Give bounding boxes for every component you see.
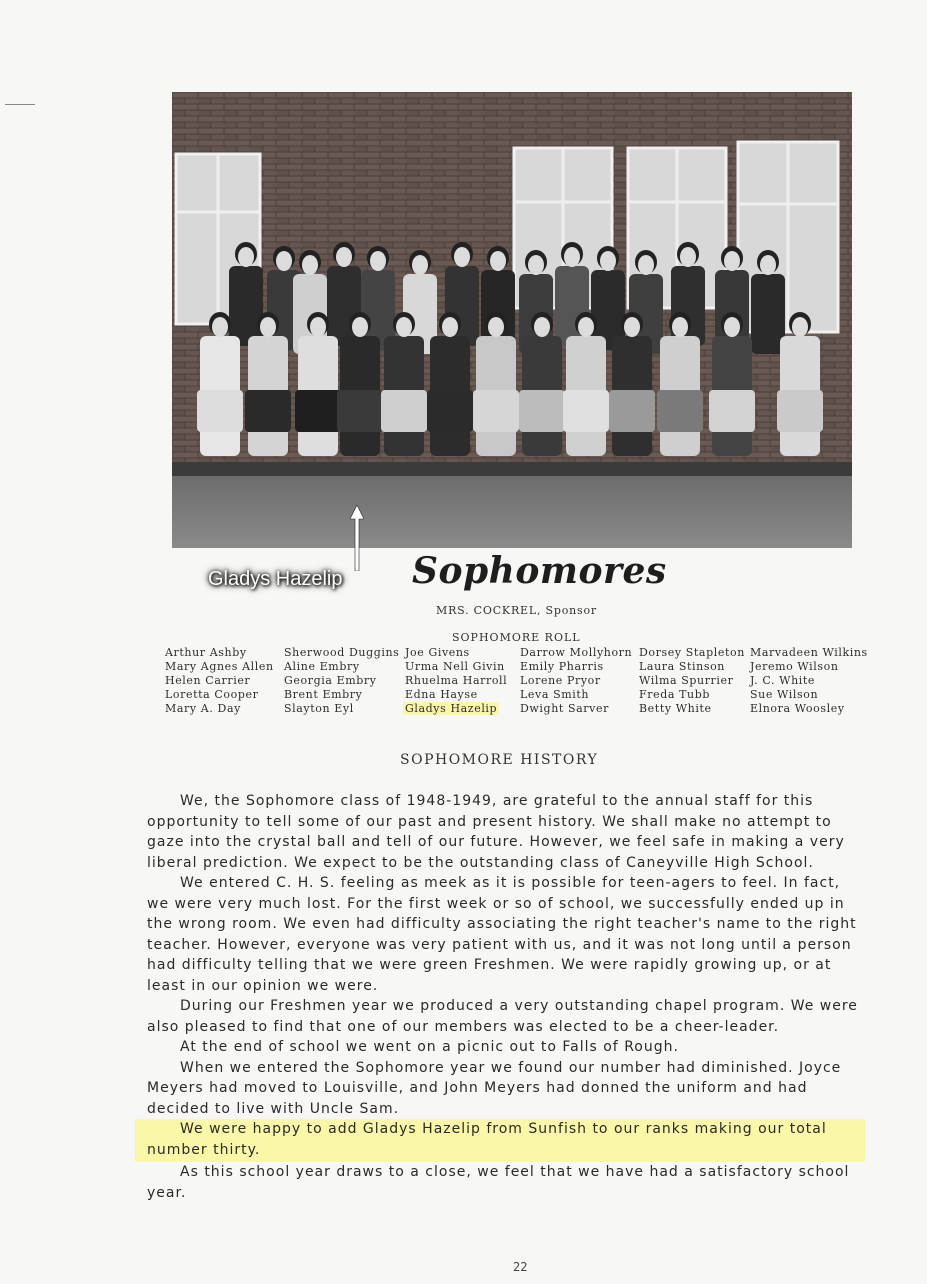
roll-name: Darrow Mollyhorn bbox=[520, 646, 633, 659]
roll-name: Joe Givens bbox=[405, 646, 470, 659]
sponsor-line: MRS. COCKREL, Sponsor bbox=[436, 604, 597, 617]
arrow-up-icon bbox=[350, 505, 364, 571]
history-paragraph: We entered C. H. S. feeling as meek as it is possible for teen-agers to feel. In fact, we were very much lost. For the first week or so of school, we successfully ended up in the wrong room. We even had difficulty associating the right teacher's name to the right teacher. However, everyone was very patient with us, and it was not long until a person had difficulty telling that we were green Freshmen. We were rapidly growing up, or at least in our opinion we were. bbox=[147, 875, 857, 994]
history-body bbox=[147, 791, 863, 1203]
roll-name: Arthur Ashby bbox=[165, 646, 247, 659]
history-paragraph: As this school year draws to a close, we feel that we have had a satisfactory school year. bbox=[147, 1164, 850, 1201]
roll-name: Laura Stinson bbox=[639, 660, 725, 673]
section-title: Sophomores bbox=[412, 550, 667, 592]
history-paragraph: When we entered the Sophomore year we found our number had diminished. Joyce Meyers had moved to Louisville, and John Meyers had donned the uniform and had decided to live with Uncle Sam. bbox=[147, 1059, 842, 1117]
roll-name: Slayton Eyl bbox=[284, 702, 354, 715]
roll-name: Aline Embry bbox=[284, 660, 360, 673]
roll-column-2 bbox=[284, 646, 399, 716]
roll-name: Rhuelma Harroll bbox=[405, 674, 508, 687]
roll-column-6 bbox=[750, 646, 868, 716]
roll-name: Edna Hayse bbox=[405, 688, 478, 701]
roll-column-3 bbox=[405, 646, 507, 716]
roll-name: Brent Embry bbox=[284, 688, 363, 701]
page-number: 22 bbox=[513, 1260, 528, 1274]
roll-heading: SOPHOMORE ROLL bbox=[452, 631, 581, 644]
roll-name: Emily Pharris bbox=[520, 660, 604, 673]
roll-name: Sherwood Duggins bbox=[284, 646, 400, 659]
roll-name: Helen Carrier bbox=[165, 674, 251, 687]
roll-name-highlighted: Gladys Hazelip bbox=[405, 702, 498, 715]
scan-mark bbox=[5, 104, 35, 105]
roll-name: Lorene Pryor bbox=[520, 674, 601, 687]
roll-name: Freda Tubb bbox=[639, 688, 711, 701]
roll-name: Betty White bbox=[639, 702, 712, 715]
history-heading: SOPHOMORE HISTORY bbox=[400, 752, 599, 768]
roll-name: Elnora Woosley bbox=[750, 702, 845, 715]
history-paragraph-highlighted: We were happy to add Gladys Hazelip from Sunfish to our ranks making our total number thirty. bbox=[135, 1119, 865, 1162]
roll-name: Wilma Spurrier bbox=[639, 674, 734, 687]
roll-column-5 bbox=[639, 646, 745, 716]
roll-name: Leva Smith bbox=[520, 688, 590, 701]
roll-name: Urma Nell Givin bbox=[405, 660, 505, 673]
roll-name: J. C. White bbox=[750, 674, 816, 687]
photo-annotation-label: Gladys Hazelip bbox=[208, 568, 343, 590]
class-photo bbox=[172, 92, 852, 548]
roll-name: Loretta Cooper bbox=[165, 688, 259, 701]
history-paragraph: At the end of school we went on a picnic out to Falls of Rough. bbox=[180, 1039, 679, 1055]
roll-name: Marvadeen Wilkins bbox=[750, 646, 868, 659]
roll-column-4 bbox=[520, 646, 632, 716]
roll-name: Dorsey Stapleton bbox=[639, 646, 745, 659]
roll-name: Georgia Embry bbox=[284, 674, 377, 687]
roll-column-1 bbox=[165, 646, 274, 716]
history-paragraph: We, the Sophomore class of 1948-1949, are grateful to the annual staff for this opportunity to tell some of our past and present history. We shall make no attempt to gaze into the crystal ball and tell of our future. However, we feel safe in making a very liberal prediction. We expect to be the outstanding class of Caneyville High School. bbox=[147, 793, 845, 871]
class-photo-image bbox=[172, 92, 852, 548]
history-paragraph: During our Freshmen year we produced a very outstanding chapel program. We were also pleased to find that one of our members was elected to be a cheer-leader. bbox=[147, 998, 858, 1035]
roll-name: Jeremo Wilson bbox=[750, 660, 839, 673]
roll-name: Sue Wilson bbox=[750, 688, 819, 701]
roll-name: Dwight Sarver bbox=[520, 702, 609, 715]
roll-name: Mary A. Day bbox=[165, 702, 241, 715]
roll-name: Mary Agnes Allen bbox=[165, 660, 274, 673]
